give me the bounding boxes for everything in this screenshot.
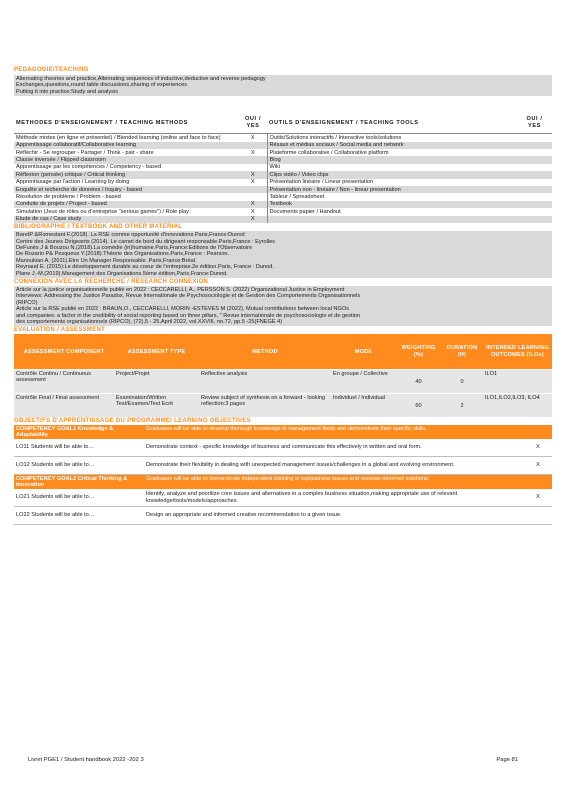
lo-label-cell [14,489,144,507]
competency-description: Graduates will be able to demonstrate independent thinking in topbusiness issues and propose informed solutions. [144,475,552,489]
research-line: Interviews: Addressing the Justice Paradox, Revue Internationale de Psychosociologie et de Gestion des Comportements Organisationnels [16,293,361,300]
method-cell: Apprentissage par l'action / Learning by doing [16,179,130,186]
method-yes-cell: X [239,179,267,186]
lo-label-cell [14,457,144,475]
lo-label: Students will be able to… [31,494,95,501]
lo-mark: X [524,439,552,457]
method-cell: Conduite de projets / Project - based [14,201,239,208]
evaluation-body [14,370,552,418]
footer-handbook: Livret PGE1 / Student handbook 2022 -202 3 [28,757,144,763]
eval-duration-cell: 0 [441,370,483,394]
method-cell: Enquête et recherche de données / Inquiry - based [14,186,239,193]
methods-row [14,149,552,156]
eval-weighting-cell: 40 [396,370,441,394]
tool-yes-cell [517,164,552,171]
pedagogy-line: Putting it into practice:Study and analysis [16,88,118,95]
method-yes-cell: X [239,208,267,215]
evaluation-row [14,370,552,394]
tool-yes-cell [517,142,552,149]
methods-row [14,164,552,171]
lo-mark: X [524,457,552,475]
method-cell: Simulation (Jeux de rôles ou d'entreprise "serious games") / Role play [16,208,189,215]
method-yes-cell: X [239,134,267,142]
tool-cell: Wiki [269,164,281,171]
pedagogy-title: PEDAGOGIE/TEACHING [14,67,89,73]
tool-cell: Résaux et médias sociaux / Social media and network [267,142,517,149]
competency-name: COMPETENCY GOAL1 Knowledge & Adaptability [14,425,144,439]
method-yes-cell [239,142,267,149]
method-cell: Etude de cas / Case study [14,216,239,223]
pedagogy-box [14,75,552,96]
tool-cell: Documents papier / Handout [269,208,341,215]
tool-yes-cell [517,193,552,200]
method-cell: Classe inversée / Flipped classroom [14,156,239,163]
methods-row [14,142,552,149]
method-cell: Résolution de problème / Problem - based [16,193,121,200]
lo-label: Students will be able to… [31,512,95,519]
eval-component-header: ASSESSMENT COMPONENT [14,334,114,370]
methods-tools-body [14,134,552,223]
evaluation-row [14,394,552,418]
method-cell: Apprentissage collaboratif/Collaborative learning [14,142,239,149]
method-yes-cell: X [239,201,267,208]
competency-row [14,425,552,439]
methods-row [14,208,552,215]
method-yes-cell [239,156,267,163]
method-yes-cell: X [239,171,267,178]
research-line: Article sur la RSE publié en 2022 : BRAUN,O., CECCARELLI, MORIN -ESTEVES M (2022), Mutual contributions between local NGOs [16,306,349,313]
lo-label-cell [14,507,144,525]
research-line: Article sur la justice organisationnelle publié en 2022 : CECCARELLI, A., PERSSON S. (2022) Organizational Justice in Employment [16,286,345,293]
page-footer [28,757,518,763]
tool-yes-cell [517,201,552,208]
tool-cell: Textbook [267,201,517,208]
eval-mode-cell: Individuel / Individual [331,394,396,418]
pedagogy-line: Alternating theories and practice,Alternating sequences of inductive,deductive and reverse pedagogy [16,76,266,82]
methods-row [14,193,552,200]
method-cell: Apprentissage par les compétences / Competency - based [16,164,162,171]
method-yes-cell: X [239,149,267,156]
objectives-table [14,425,552,525]
objectives-title: OBJECTIFS D'APPRENTISSAGE DU PROGRAMME/ LEARNING OBJECTIVES [14,418,251,425]
research-title: CONNEXION AVEC LA RECHERCHE / RESEARCH CONNEXION [14,278,209,285]
learning-objective-row [14,439,552,457]
methods-row [14,179,552,186]
tool-yes-cell [517,149,552,156]
lo-label: Students will be able to… [30,444,94,451]
methods-row [14,216,552,223]
methods-yes-header: OUI / YES [239,112,267,134]
evaluation-title: EVALUATION / ASSESSMENT [14,327,106,334]
eval-method-header: METHOD [199,334,331,370]
bibliography-entry: Reynaud E. (2015):Le développement durable au coeur de l'entreprise.2e édition.Paris, France : Dunod. [16,264,274,271]
research-line: and companies: a factor in the credibility of social reporting based on three pillars, " Revue internationale de psychosociologie et de gestion [16,312,361,319]
bibliography-entry: BaretP &Romestant F.(2018). La RSE comme opportunité d'innovations.Paris,France:Dunod [16,232,245,239]
research-line: (RIPCO) [16,299,38,306]
eval-duration-header: DURATION (H) [441,334,483,370]
lo-mark [524,507,552,525]
eval-ilo-header: INTENDED LEARNING OUTCOMES (ILOs) [483,334,552,370]
footer-page-number: Page 81 [496,757,518,763]
lo-description: Demonstrate their flexibility in dealing with unexpected management issues/challenges in a global and evolving environment. [144,457,524,475]
eval-type-cell: Examination/Written Test/Examen/Test Ecrit [114,394,199,418]
eval-component-cell: Contrôle Final / Final assessment [14,394,114,418]
tool-yes-cell [517,134,552,142]
bibliography-box [14,231,552,278]
research-line: des comportements organisationnels (RIPCO), (72),5 - 25,April 2022, vol.XXVIII, no.72, pp.5 -25(FNEGE 4) [16,318,283,325]
eval-mode-cell: En groupe / Collective [331,370,396,394]
eval-weighting-header: WEIGHTING (%) [396,334,441,370]
bibliography-entry: Manoukian A. (2011).Etre Un Manager Responsable. Paris,France:Bréal. [16,257,197,264]
methods-row [14,186,552,193]
methods-tools-table [14,112,552,223]
methods-row [14,201,552,208]
tool-cell: Plateforme collaborative / Collaborative platform [269,149,389,156]
method-yes-cell [239,164,267,171]
eval-type-header: ASSESSMENT TYPE [114,334,199,370]
lo-code: LO22 [16,512,30,519]
methods-row [14,156,552,163]
tool-cell: Tableur / Spreadsheet [269,193,325,200]
eval-weighting-cell: 60 [396,394,441,418]
evaluation-table [14,334,552,417]
lo-code: LO21 [16,494,30,501]
eval-mode-header: MODE [331,334,396,370]
tool-yes-cell [517,186,552,193]
learning-objective-row [14,507,552,525]
tool-yes-cell [517,216,552,223]
method-yes-cell [239,186,267,193]
method-yes-cell [239,193,267,200]
bibliography-entry: Plane J.-M.(2019).Management des Organisations.5ème édition,Paris,France:Dunod. [16,270,228,277]
objectives-body [14,425,552,524]
tool-cell: Présentation linéaire / Linear presentation [269,179,374,186]
pedagogy-line: Exchanges,questions,round table discussions,sharing of experiences [16,82,188,89]
tool-cell: Outils/Solutions interactifs / Interactive tools/solutions [269,134,402,141]
bibliography-title: BIBLIOGRAPHIE / TEXTBOOK AND OTHER MATERIAL [14,224,183,231]
bibliography-entry: Centre des Jeunes Dirigeants (2014). Le carnet de bord du dirigeant responsable.Paris,France : Eyrolles [16,238,276,245]
learning-objective-row [14,489,552,507]
eval-method-cell: Reflective analysis [199,370,331,394]
lo-label-cell [14,439,144,457]
tool-yes-cell [517,179,552,186]
lo-label: Students will be able to… [31,462,95,469]
tools-yes-header: OUI / YES [517,112,552,134]
methods-header: METHODES D'ENSEIGNEMENT / TEACHING METHODS [14,112,239,134]
lo-code: LO11 [16,444,30,451]
lo-description: Identify, analyze and prioritize core issues and alternatives in a complex business situation,making appropriate use of relevant knowledge/tools/models/approaches. [144,489,524,507]
eval-type-cell: Project/Projet [114,370,199,394]
method-cell: Réfléchir - Se regrouper - Partager / Think - pair - share [16,149,154,156]
lo-mark: X [524,489,552,507]
competency-description: Graduates will be able to develop thorough knowledge in management fields and demonstrate their specific skills. [144,425,552,439]
eval-method-cell: Review subject of synthesis on a forward - looking reflection:3 pages [199,394,331,418]
competency-name: COMPETENCY GOAL2 Critical Thinking & Innovation [14,475,144,489]
learning-objective-row [14,457,552,475]
tools-header: OUTILS D'ENSEIGNEMENT / TEACHING TOOLS [267,112,517,134]
eval-ilo-cell: ILO1 [483,370,552,394]
eval-ilo-cell: ILO1,ILO2,ILO3, ILO4 [483,394,552,418]
bibliography-entry: DeFunès J & Bouzou N.(2018).La comédie (in)humaine.Paris,France:Editions de l'Observatoire [16,244,253,251]
bibliography-entry: De Rozario P& Pesqueux Y.(2018).Théorie des Organisations.Paris,France : Pearson. [16,251,230,258]
lo-code: LO12 [16,462,30,469]
lo-description: Demonstrate context - specific knowledge of business and communicate this effectively in written and oral form. [144,439,524,457]
handbook-page [14,66,552,525]
research-box [14,286,552,326]
tool-yes-cell [517,208,552,215]
tool-cell: Présentation non - linéaire / Non - linear presentation [267,186,517,193]
competency-row [14,475,552,489]
tool-cell [267,216,517,223]
tool-cell: Clips vidéo / Video clips [267,171,517,178]
method-cell: Réflexion (pensée) critique / Critical thinking [14,171,239,178]
eval-duration-cell: 2 [441,394,483,418]
tool-yes-cell [517,156,552,163]
methods-row [14,134,552,142]
eval-component-cell: Contrôle Continu / Continuous assessment [14,370,114,394]
methods-row [14,171,552,178]
tool-yes-cell [517,171,552,178]
method-yes-cell: X [239,216,267,223]
lo-description: Design an appropriate and informed creative recommendation to a given issue. [144,507,524,525]
tool-cell: Blog [267,156,517,163]
method-cell: Méthode mixtes (en ligne et présentiel) / Blended learning (online and face to face) [16,134,221,141]
